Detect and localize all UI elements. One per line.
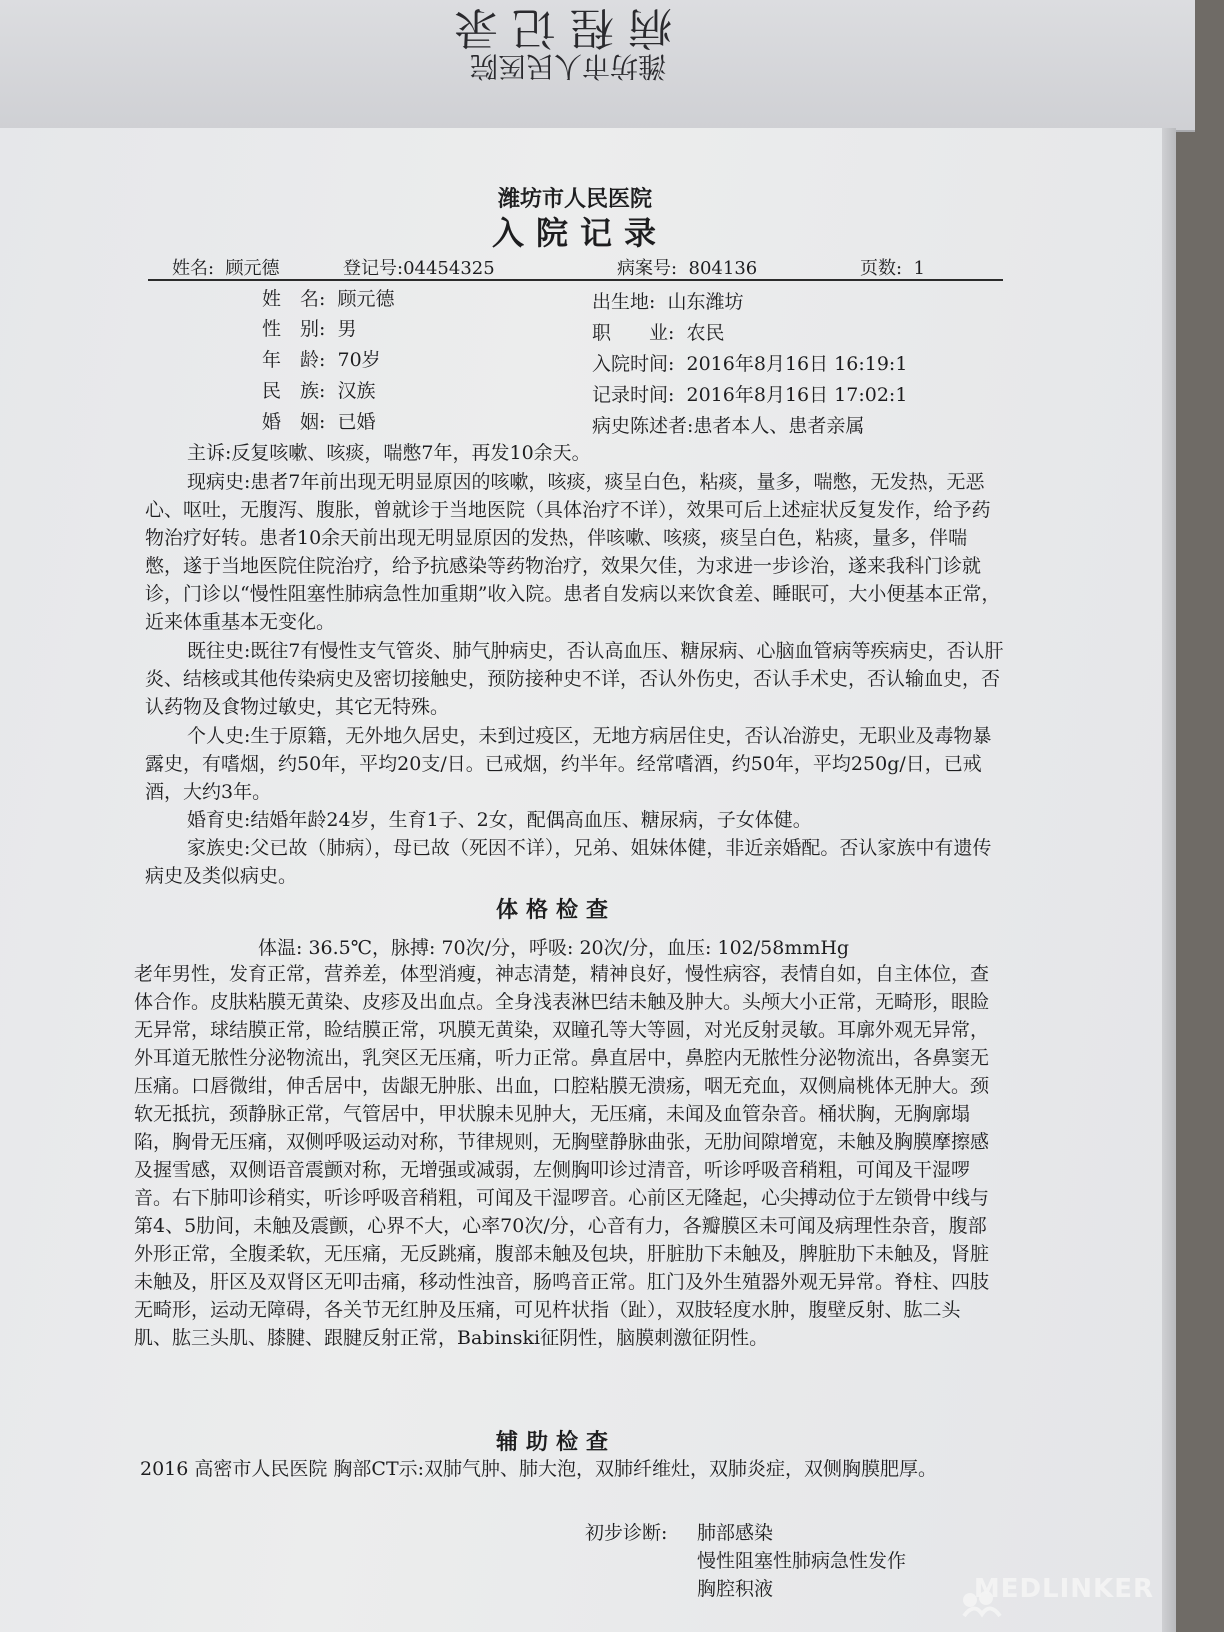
- field-marital-value: 已婚: [337, 411, 376, 433]
- field-narrator-value: 患者本人、患者亲属: [693, 415, 865, 437]
- header-case-number: [617, 254, 757, 280]
- hospital-name: 潍坊市人民医院: [498, 186, 653, 212]
- field-admit-label: 入院时间:: [592, 353, 675, 375]
- field-record-value: 2016年8月16日 17:02:1: [686, 384, 908, 406]
- diagnosis-item: 肺部感染: [697, 1522, 774, 1544]
- field-admit-value: 2016年8月16日 16:19:1: [686, 353, 908, 375]
- field-occupation: [592, 318, 725, 345]
- field-record-label: 记录时间:: [592, 384, 675, 406]
- page-stack-edge: [1162, 128, 1176, 1632]
- field-admit-time: [592, 349, 907, 376]
- chief-complaint: 主诉:反复咳嗽、咳痰，喘憋7年，再发10余天。: [187, 442, 591, 464]
- header-name-value: 顾元德: [225, 258, 280, 279]
- present-illness: 现病史:患者7年前出现无明显原因的咳嗽，咳痰，痰呈白色，粘痰，量多，喘憋，无发热，无恶心、呕吐，无腹泻、腹胀，曾就诊于当地医院（具体治疗不详），效果可后上述症状反复发作，给予药物治疗好转。患者10余天前出现无明显原因的发热，伴咳嗽、咳痰，痰呈白色，粘痰，量多，伴喘憋，遂于当地医院住院治疗，给予抗感染等药物治疗，效果欠佳，为求进一步诊治，遂来我科门诊就诊，门诊以“慢性阻塞性肺病急性加重期”收入院。患者自发病以来饮食差、睡眠可，大小便基本正常，近来体重基本无变化。: [145, 471, 1001, 633]
- aux-section-title: 辅助检查: [496, 1429, 617, 1455]
- header-page-value: 1: [913, 258, 925, 279]
- exam-section-title: 体格检查: [496, 897, 617, 923]
- header-registration-value: 04454325: [403, 258, 495, 279]
- previous-page-sheet: [0, 0, 1195, 132]
- header-case-label: 病案号:: [617, 258, 678, 279]
- document-title: 入院记录: [492, 214, 669, 252]
- field-sex-label: 性 别:: [262, 318, 326, 340]
- exam-vitals: 体温: 36.5℃，脉搏: 70次/分，呼吸: 20次/分，血压: 102/58mmHg: [258, 937, 850, 959]
- watermark-text: MEDLINKER: [973, 1574, 1154, 1604]
- previous-page-title: 病程记录: [440, 2, 672, 53]
- previous-page-hospital: 潍坊市人民医院: [470, 50, 667, 83]
- marriage-history: 婚育史:结婚年龄24岁，生育1子、2女，配偶高血压、糖尿病，子女体健。: [187, 809, 812, 831]
- field-birthplace-value: 山东潍坊: [667, 291, 744, 313]
- header-registration: [343, 254, 495, 280]
- field-ethnicity-value: 汉族: [337, 380, 376, 402]
- field-marital: [262, 407, 376, 434]
- header-page-label: 页数:: [860, 258, 903, 279]
- diagnosis-item: 慢性阻塞性肺病急性发作: [697, 1550, 907, 1572]
- field-record-time: [592, 380, 907, 407]
- header-registration-label: 登记号:: [343, 258, 404, 279]
- field-ethnicity-label: 民 族:: [262, 380, 326, 402]
- aux-findings: 2016 高密市人民医院 胸部CT示:双肺气肿、肺大泡，双肺纤维灶，双肺炎症，双侧胸膜肥厚。: [140, 1458, 938, 1480]
- field-narrator: [592, 411, 864, 438]
- field-age-value: 70岁: [337, 349, 381, 371]
- field-sex-value: 男: [337, 318, 357, 340]
- field-name-value: 顾元德: [337, 288, 395, 310]
- field-sex: [262, 314, 357, 341]
- header-name-label: 姓名:: [172, 258, 215, 279]
- diagnosis-label: 初步诊断:: [585, 1522, 668, 1544]
- exam-findings: 老年男性，发育正常，营养差，体型消瘦，神志清楚，精神良好，慢性病容，表情自如，自主体位，查体合作。皮肤粘膜无黄染、皮疹及出血点。全身浅表淋巴结未触及肿大。头颅大小正常，无畸形，眼睑无异常，球结膜正常，睑结膜正常，巩膜无黄染，双瞳孔等大等圆，对光反射灵敏。耳廓外观无异常，外耳道无脓性分泌物流出，乳突区无压痛，听力正常。鼻直居中，鼻腔内无脓性分泌物流出，各鼻窦无压痛。口唇微绀，伸舌居中，齿龈无肿胀、出血，口腔粘膜无溃疡，咽无充血，双侧扁桃体无肿大。颈软无抵抗，颈静脉正常，气管居中，甲状腺未见肿大，无压痛，未闻及血管杂音。桶状胸，无胸廓塌陷，胸骨无压痛，双侧呼吸运动对称，节律规则，无胸壁静脉曲张，无肋间隙增宽，未触及胸膜摩擦感及握雪感，双侧语音震颤对称，无增强或减弱，左侧胸叩诊过清音，听诊呼吸音稍粗，可闻及干湿啰音。右下肺叩诊稍实，听诊呼吸音稍粗，可闻及干湿啰音。心前区无隆起，心尖搏动位于左锁骨中线与第4、5肋间，未触及震颤，心界不大，心率70次/分，心音有力，各瓣膜区未可闻及病理性杂音，腹部外形正常，全腹柔软，无压痛，无反跳痛，腹部未触及包块，肝脏肋下未触及，脾脏肋下未触及，肾脏未触及，肝区及双肾区无叩击痛，移动性浊音，肠鸣音正常。肛门及外生殖器外观无异常。脊柱、四肢无畸形，运动无障碍，各关节无红肿及压痛，可见杵状指（趾），双肢轻度水肿，腹壁反射、肱二头肌、肱三头肌、膝腱、跟腱反射正常，Babinski征阴性，脑膜刺激征阴性。: [134, 963, 990, 1349]
- header-rule: [148, 279, 1003, 281]
- field-age-label: 年 龄:: [262, 349, 326, 371]
- field-narrator-label: 病史陈述者:: [592, 415, 694, 437]
- header-case-value: 804136: [688, 258, 758, 279]
- field-ethnicity: [262, 376, 376, 403]
- field-occupation-label: 职 业:: [592, 322, 675, 344]
- diagnosis-item: 胸腔积液: [697, 1578, 774, 1600]
- field-name-label: 姓 名:: [262, 288, 326, 310]
- field-name: [262, 284, 395, 311]
- field-occupation-value: 农民: [686, 322, 725, 344]
- field-age: [262, 345, 381, 372]
- header-name: [172, 254, 280, 280]
- field-birthplace: [592, 287, 744, 314]
- past-history: 既往史:既往7有慢性支气管炎、肺气肿病史，否认高血压、糖尿病、心脑血管病等疾病史，否认肝炎、结核或其他传染病史及密切接触史，预防接种史不详，否认外伤史，否认手术史，否认输血史，否认药物及食物过敏史，其它无特殊。: [145, 640, 1004, 718]
- field-marital-label: 婚 姻:: [262, 411, 326, 433]
- header-page: [860, 254, 925, 280]
- family-history: 家族史:父已故（肺病），母已故（死因不详），兄弟、姐妹体健，非近亲婚配。否认家族中有遗传病史及类似病史。: [145, 837, 992, 887]
- personal-history: 个人史:生于原籍，无外地久居史，未到过疫区，无地方病居住史，否认冶游史，无职业及毒物暴露史，有嗜烟，约50年，平均20支/日。已戒烟，约半年。经常嗜酒，约50年，平均250g/日，已戒酒，大约3年。: [145, 725, 992, 803]
- field-birthplace-label: 出生地:: [592, 291, 656, 313]
